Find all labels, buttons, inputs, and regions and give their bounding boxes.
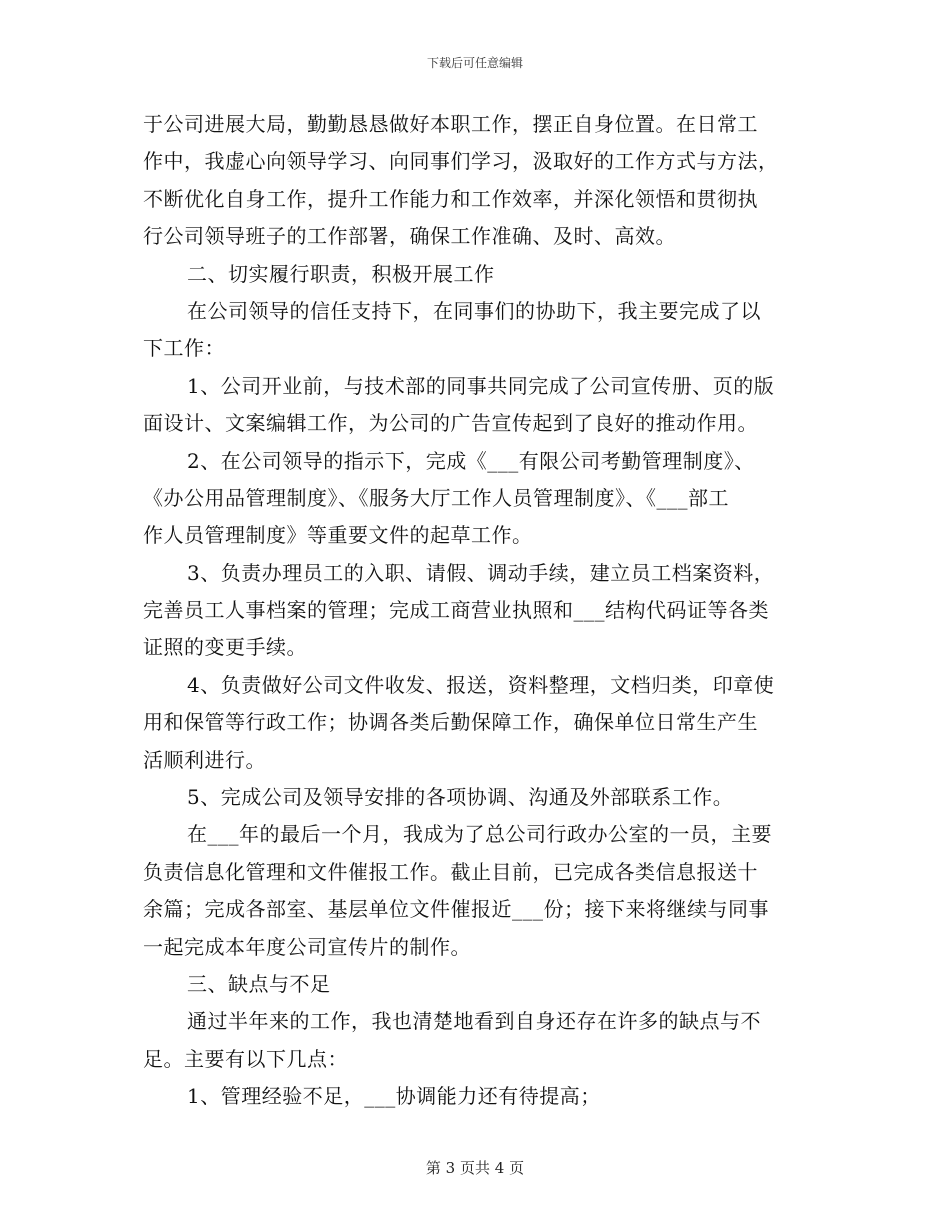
list-item: 3、负责办理员工的入职、请假、调动手续，建立员工档案资料， [187, 560, 775, 585]
list-item: 1、管理经验不足，___协调能力还有待提高； [187, 1084, 601, 1109]
list-item: 1、公司开业前，与技术部的同事共同完成了公司宣传册、页的版 [187, 373, 775, 398]
text-line: 活顺利进行。 [143, 747, 266, 772]
text-line: 面设计、文案编辑工作，为公司的广告宣传起到了良好的推动作用。 [143, 411, 758, 436]
text-line: 用和保管等行政工作；协调各类后勤保障工作，确保单位日常生产生 [143, 710, 758, 735]
text-line: 于公司进展大局，勤勤恳恳做好本职工作，摆正自身位置。在日常工 [143, 112, 758, 136]
text-line: 下工作： [143, 336, 225, 361]
text-line: 行公司领导班子的工作部署，确保工作准确、及时、高效。 [143, 224, 676, 249]
document-body [143, 106, 813, 1116]
text-line: 在___年的最后一个月，我成为了总公司行政办公室的一员，主要 [187, 822, 772, 847]
page-header: 下载后可任意编辑 [426, 56, 523, 70]
text-line: 负责信息化管理和文件催报工作。截止目前，已完成各类信息报送十 [143, 859, 758, 884]
list-item: 5、完成公司及领导安排的各项协调、沟通及外部联系工作。 [187, 785, 734, 810]
text-line: 不断优化自身工作，提升工作能力和工作效率，并深化领悟和贯彻执 [143, 186, 758, 211]
section-heading: 三、缺点与不足 [187, 971, 331, 996]
text-line: 一起完成本年度公司宣传片的制作。 [143, 934, 471, 959]
text-line: 《办公用品管理制度》、《服务大厅工作人员管理制度》、《___部工 [143, 485, 729, 510]
text-line: 证照的变更手续。 [143, 635, 307, 660]
text-line: 作人员管理制度》等重要文件的起草工作。 [143, 523, 533, 548]
text-line: 作中，我虚心向领导学习、向同事们学习，汲取好的工作方式与方法， [143, 149, 779, 174]
text-line: 完善员工人事档案的管理；完成工商营业执照和___结构代码证等各类 [143, 598, 769, 623]
text-line: 通过半年来的工作，我也清楚地看到自身还存在许多的缺点与不 [187, 1009, 761, 1034]
text-line: 在公司领导的信任支持下，在同事们的协助下，我主要完成了以 [187, 298, 761, 323]
section-heading: 二、切实履行职责，积极开展工作 [187, 261, 495, 286]
page-number-footer: 第 3 页共 4 页 [425, 1159, 525, 1177]
list-item: 4、负责做好公司文件收发、报送，资料整理，文档归类，印章使 [187, 672, 775, 697]
text-line: 余篇；完成各部室、基层单位文件催报近___份；接下来将继续与同事 [143, 897, 769, 922]
text-line: 足。主要有以下几点： [143, 1046, 348, 1071]
list-item: 2、在公司领导的指示下，完成《___有限公司考勤管理制度》、 [187, 448, 755, 473]
